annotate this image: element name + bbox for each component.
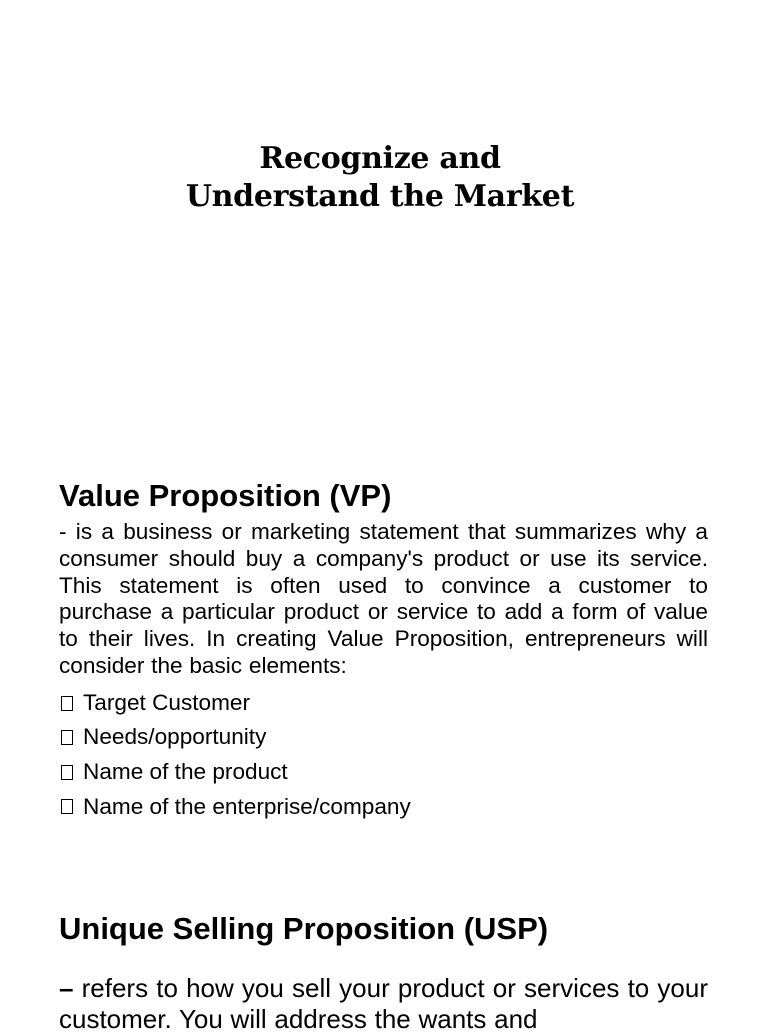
document-title — [0, 140, 760, 216]
checkbox-square-icon — [61, 799, 73, 814]
usp-dash: – — [59, 973, 74, 1003]
list-item — [59, 755, 708, 790]
list-item-text: Name of the enterprise/company — [83, 793, 411, 819]
vp-heading: Value Proposition (VP) — [59, 478, 392, 513]
list-item-text: Needs/opportunity — [83, 724, 267, 750]
list-item-text: Name of the product — [83, 758, 288, 784]
list-item — [59, 686, 708, 721]
list-item — [59, 720, 708, 755]
list-item-text: Target Customer — [83, 689, 251, 715]
list-item — [59, 790, 708, 825]
unique-selling-proposition-section — [59, 911, 708, 1035]
checkbox-square-icon — [61, 730, 73, 745]
usp-definition-text: refers to how you sell your product or services to your customer. You will address the wants and — [59, 973, 708, 1034]
vp-definition: - is a business or marketing statement that summarizes why a consumer should buy a company's product or use its service. This statement is often used to convince a customer to purchase a particular product or service to add a form of value to their lives. In creating Value Proposition, entrepreneurs will consider the basic elements: — [59, 519, 708, 678]
usp-heading: Unique Selling Proposition (USP) — [59, 911, 549, 946]
checkbox-square-icon — [61, 696, 73, 711]
checkbox-square-icon — [61, 765, 73, 780]
usp-definition — [59, 973, 708, 1035]
title-line-2: Understand the Market — [185, 179, 575, 214]
vp-elements-list — [59, 686, 708, 824]
title-line-1: Recognize and — [259, 141, 501, 176]
value-proposition-section — [59, 478, 708, 824]
